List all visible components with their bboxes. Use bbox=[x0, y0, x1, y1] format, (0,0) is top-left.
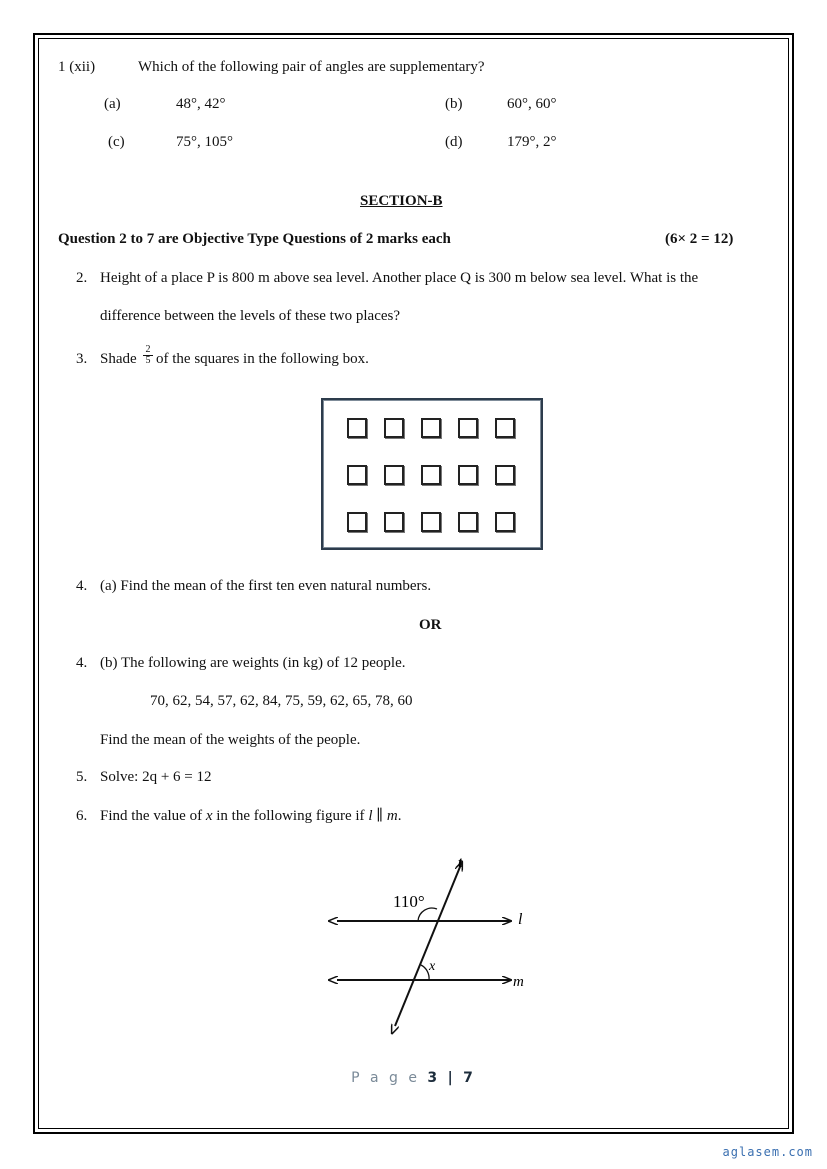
footer-page-num: 3 bbox=[427, 1070, 441, 1086]
grid-square[interactable] bbox=[458, 465, 478, 485]
grid-square[interactable] bbox=[384, 418, 404, 438]
q3-fraction bbox=[143, 345, 153, 366]
q4a-number: 4. bbox=[76, 578, 88, 594]
q5-number: 5. bbox=[76, 769, 88, 785]
grid-square[interactable] bbox=[421, 465, 441, 485]
q4b-text: (b) The following are weights (in kg) of 12 people. bbox=[100, 655, 406, 671]
option-d-label: (d) bbox=[445, 134, 463, 150]
grid-square[interactable] bbox=[458, 418, 478, 438]
option-a-label: (a) bbox=[104, 96, 121, 112]
q5-text: Solve: 2q + 6 = 12 bbox=[100, 769, 212, 785]
q3-before: Shade bbox=[100, 351, 137, 367]
page-footer bbox=[0, 1070, 827, 1086]
footer-total: 7 bbox=[463, 1070, 476, 1086]
q4b-weights: 70, 62, 54, 57, 62, 84, 75, 59, 62, 65, 78, 60 bbox=[150, 693, 413, 709]
angle-x-arc bbox=[421, 965, 429, 980]
q6-text bbox=[100, 807, 402, 825]
option-c-label: (c) bbox=[108, 134, 125, 150]
q6-cond-l: l bbox=[368, 808, 373, 824]
q3-after: of the squares in the following box. bbox=[156, 351, 369, 367]
label-t: t bbox=[458, 855, 463, 871]
angle-110-label: 110° bbox=[393, 892, 425, 911]
grid-square[interactable] bbox=[495, 465, 515, 485]
footer-page-word: P a g e bbox=[351, 1070, 420, 1086]
section-instruction: Question 2 to 7 are Objective Type Questions of 2 marks each bbox=[58, 231, 451, 247]
angle-x-label: x bbox=[429, 959, 436, 974]
q4b-number: 4. bbox=[76, 655, 88, 671]
transversal-t bbox=[395, 862, 462, 1026]
q6-parallel: ∥ bbox=[376, 808, 384, 824]
option-b-label: (b) bbox=[445, 96, 463, 112]
watermark: aglasem.com bbox=[722, 1145, 813, 1159]
q1xii-text: Which of the following pair of angles are supplementary? bbox=[138, 59, 485, 75]
q3-number: 3. bbox=[76, 351, 88, 367]
q6-before: Find the value of bbox=[100, 808, 203, 824]
grid-square[interactable] bbox=[421, 418, 441, 438]
grid-square[interactable] bbox=[347, 418, 367, 438]
grid-square[interactable] bbox=[347, 465, 367, 485]
grid-square[interactable] bbox=[495, 418, 515, 438]
footer-sep: | bbox=[447, 1070, 456, 1086]
q4b-find: Find the mean of the weights of the people. bbox=[100, 732, 361, 748]
q2-line1: Height of a place P is 800 m above sea level. Another place Q is 300 m below sea level. What is the bbox=[100, 270, 699, 286]
q4a-text: (a) Find the mean of the first ten even natural numbers. bbox=[100, 578, 432, 594]
or-label: OR bbox=[419, 617, 442, 633]
option-d-value: 179°, 2° bbox=[507, 134, 557, 150]
q6-var: x bbox=[205, 808, 213, 824]
q1xii-number: 1 (xii) bbox=[58, 59, 96, 75]
label-l: l bbox=[518, 911, 523, 928]
squares-box bbox=[321, 398, 543, 550]
q3-frac-num: 2 bbox=[143, 345, 153, 356]
section-title: SECTION-B bbox=[360, 193, 443, 209]
grid-square[interactable] bbox=[347, 512, 367, 532]
grid-square[interactable] bbox=[384, 512, 404, 532]
q2-line2: difference between the levels of these two places? bbox=[100, 308, 400, 324]
grid-square[interactable] bbox=[495, 512, 515, 532]
label-m: m bbox=[513, 974, 524, 990]
q6-mid: in the following figure if bbox=[216, 808, 365, 824]
q3-frac-den: 5 bbox=[145, 355, 151, 366]
parallel-lines-figure bbox=[325, 850, 535, 1035]
section-marks: (6× 2 = 12) bbox=[665, 231, 734, 247]
option-a-value: 48°, 42° bbox=[176, 96, 226, 112]
q6-number: 6. bbox=[76, 808, 88, 824]
option-b-value: 60°, 60° bbox=[507, 96, 557, 112]
grid-square[interactable] bbox=[458, 512, 478, 532]
grid-square[interactable] bbox=[384, 465, 404, 485]
q2-number: 2. bbox=[76, 270, 88, 286]
option-c-value: 75°, 105° bbox=[176, 134, 233, 150]
q6-period: . bbox=[397, 808, 402, 824]
q6-cond-m: m bbox=[386, 808, 398, 824]
grid-square[interactable] bbox=[421, 512, 441, 532]
